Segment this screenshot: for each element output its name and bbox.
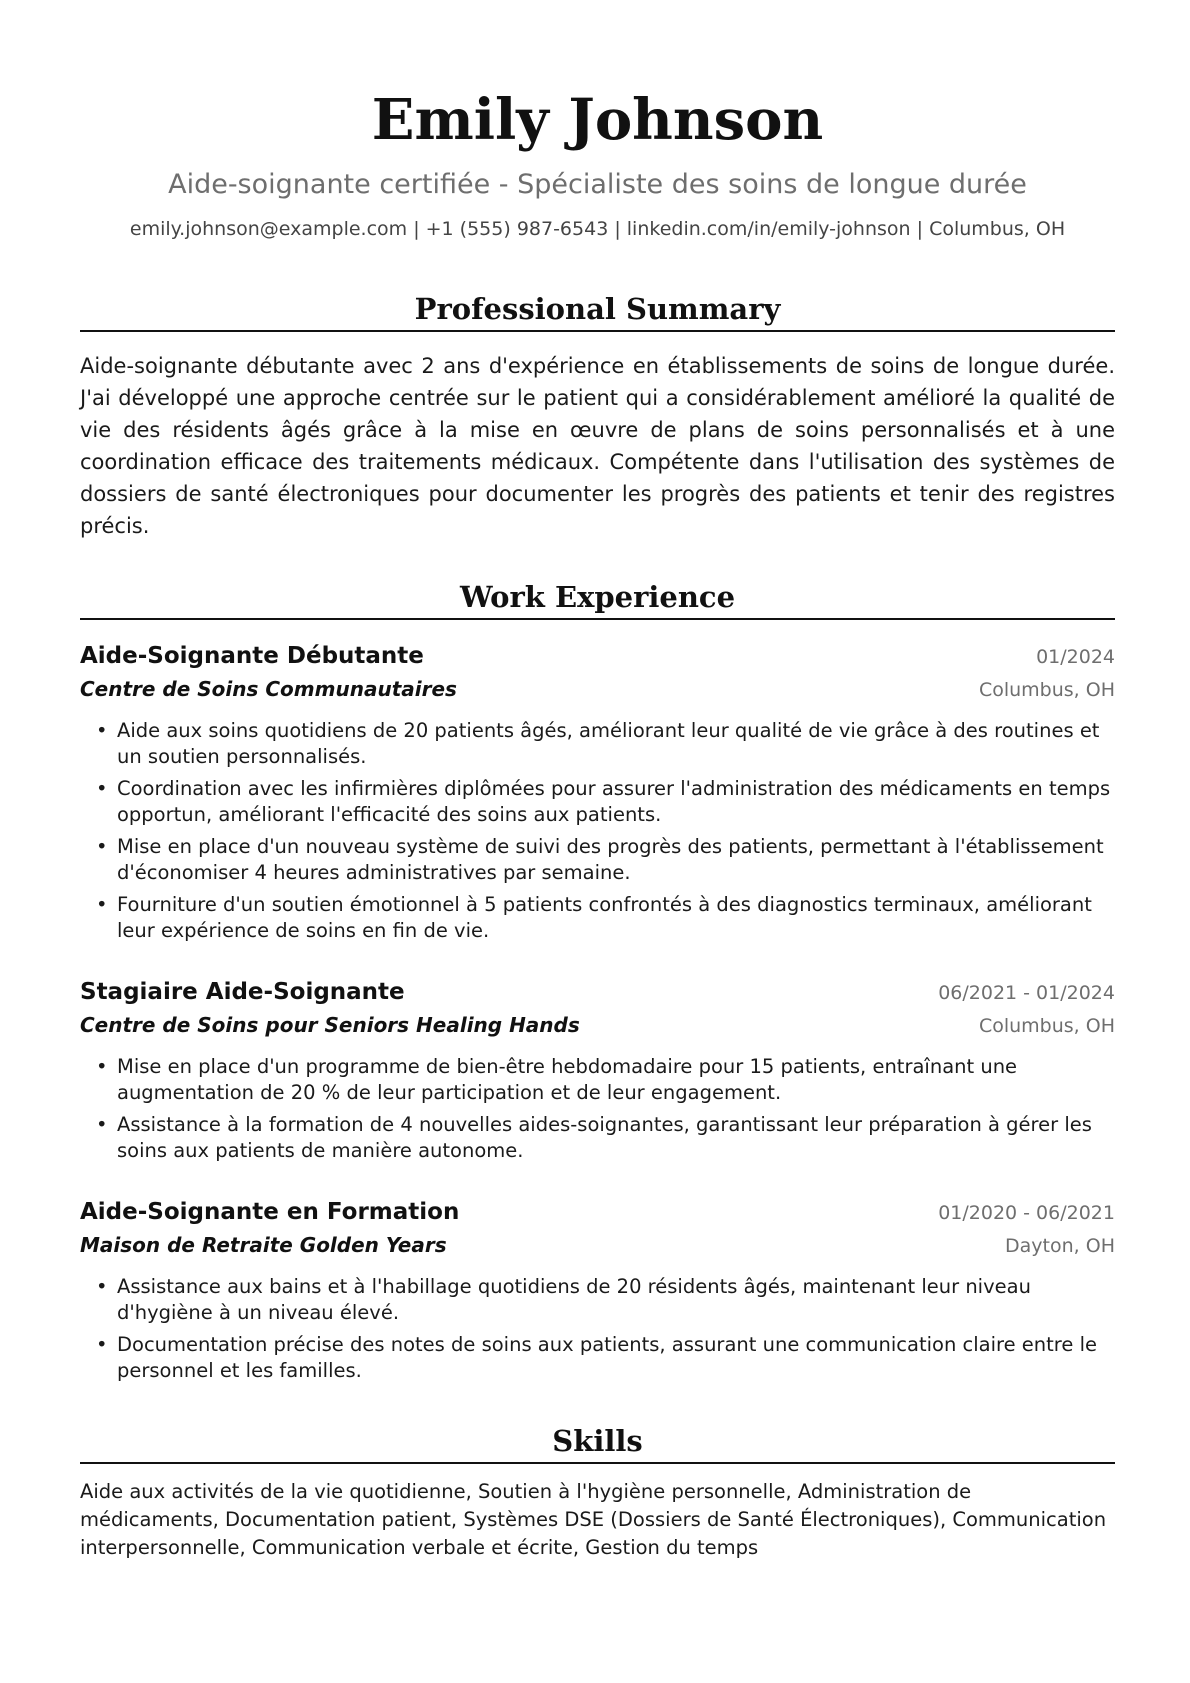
- list-item: • Assistance à la formation de 4 nouvelles aides-soignantes, garantissant leur préparation à gérer les soins aux patients de manière autonome.: [80, 1112, 1115, 1164]
- experience-section: [80, 578, 1115, 1384]
- job-location: Columbus, OH: [978, 1015, 1115, 1037]
- job-company: Maison de Retraite Golden Years: [80, 1233, 447, 1257]
- list-item: • Mise en place d'un nouveau système de suivi des progrès des patients, permettant à l'établissement d'économiser 4 heures administratives par semaine.: [80, 834, 1115, 886]
- list-item: • Coordination avec les infirmières diplômées pour assurer l'administration des médicaments en temps opportun, améliorant l'efficacité des soins aux patients.: [80, 776, 1115, 828]
- section-title-summary: Professional Summary: [80, 290, 1115, 332]
- job-title-row: [80, 640, 1115, 672]
- job-bullets: [80, 718, 1115, 944]
- candidate-name: Emily Johnson: [371, 87, 824, 153]
- list-item: • Aide aux soins quotidiens de 20 patients âgés, améliorant leur qualité de vie grâce à des routines et un soutien personnalisés.: [80, 718, 1115, 770]
- section-title-experience: Work Experience: [80, 578, 1115, 620]
- list-item: • Documentation précise des notes de soins aux patients, assurant une communication claire entre le personnel et les familles.: [80, 1332, 1115, 1384]
- job-company: Centre de Soins pour Seniors Healing Hands: [80, 1013, 580, 1037]
- job-company-row: [80, 1008, 1115, 1042]
- skills-section: [80, 1422, 1115, 1562]
- job-dates: 06/2021 - 01/2024: [938, 982, 1115, 1004]
- job-bullets: [80, 1054, 1115, 1164]
- list-item: • Assistance aux bains et à l'habillage quotidiens de 20 résidents âgés, maintenant leur niveau d'hygiène à un niveau élevé.: [80, 1274, 1115, 1326]
- job-title: Stagiaire Aide-Soignante: [80, 979, 405, 1005]
- job-dates: 01/2020 - 06/2021: [938, 1202, 1115, 1224]
- summary-section: [80, 290, 1115, 542]
- summary-text: Aide-soignante débutante avec 2 ans d'expérience en établissements de soins de longue durée. J'ai développé une approche centrée sur le patient qui a considérablement amélioré la qualité de vie des résidents âgés grâce à la mise en œuvre de plans de soins personnalisés et à une coordination efficace des traitements médicaux. Compétente dans l'utilisation des systèmes de dossiers de santé électroniques pour documenter les progrès des patients et tenir des registres précis.: [80, 354, 1115, 538]
- job-title-row: [80, 976, 1115, 1008]
- job-bullets: [80, 1274, 1115, 1384]
- section-title-skills: Skills: [80, 1422, 1115, 1464]
- list-item: • Mise en place d'un programme de bien-être hebdomadaire pour 15 patients, entraînant une augmentation de 20 % de leur participation et de leur engagement.: [80, 1054, 1115, 1106]
- resume-page: [80, 0, 1115, 1562]
- job-dates: 01/2024: [1036, 646, 1115, 668]
- job-location: Columbus, OH: [978, 679, 1115, 701]
- job-company: Centre de Soins Communautaires: [80, 677, 457, 701]
- job-company-row: [80, 672, 1115, 706]
- job-entry: [80, 640, 1115, 944]
- job-entry: [80, 1196, 1115, 1384]
- job-location: Dayton, OH: [1005, 1235, 1115, 1257]
- job-title: Aide-Soignante en Formation: [80, 1199, 460, 1225]
- contact-line: emily.johnson@example.com | +1 (555) 987-6543 | linkedin.com/in/emily-johnson | Columbus, OH: [129, 218, 1066, 240]
- job-title-row: [80, 1196, 1115, 1228]
- job-company-row: [80, 1228, 1115, 1262]
- list-item: • Fourniture d'un soutien émotionnel à 5 patients confrontés à des diagnostics terminaux, améliorant leur expérience de soins en fin de vie.: [80, 892, 1115, 944]
- job-title: Aide-Soignante Débutante: [80, 643, 424, 669]
- job-entry: [80, 976, 1115, 1164]
- skills-text: Aide aux activités de la vie quotidienne, Soutien à l'hygiène personnelle, Administration de médicaments, Documentation patient, Systèmes DSE (Dossiers de Santé Électroniques), Communication interpersonnelle, Communication verbale et écrite, Gestion du temps: [80, 1480, 1107, 1559]
- candidate-headline: Aide-soignante certifiée - Spécialiste des soins de longue durée: [168, 169, 1027, 200]
